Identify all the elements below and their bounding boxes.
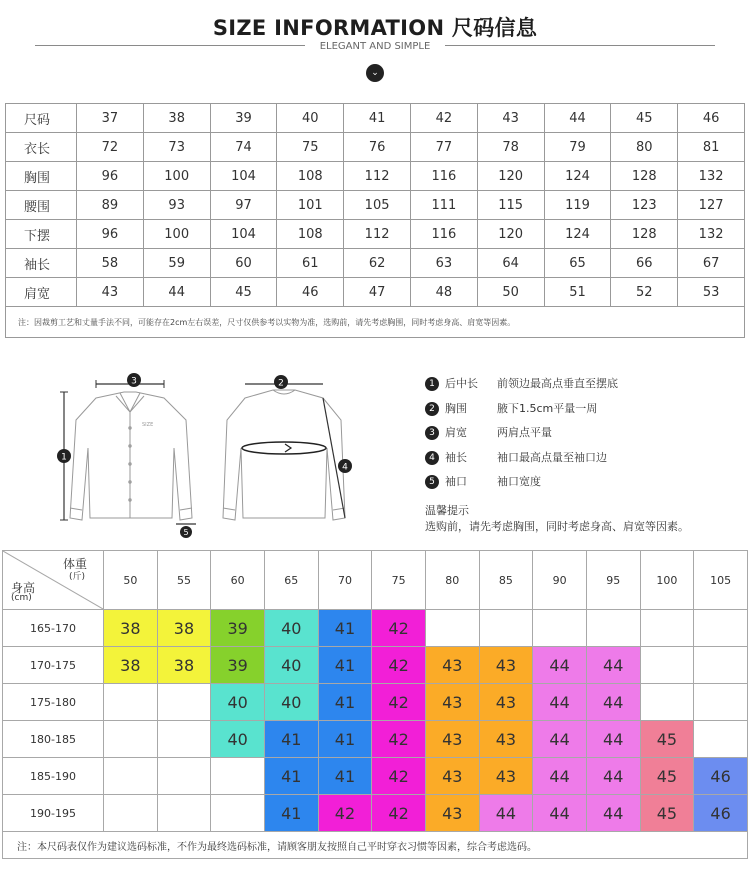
size-cell: 39 — [211, 647, 265, 684]
legend-number-icon: 2 — [425, 402, 439, 416]
table-cell: 67 — [678, 249, 745, 278]
size-cell: 45 — [640, 721, 694, 758]
table-row — [3, 684, 748, 721]
size-cell: 38 — [157, 610, 211, 647]
size-cell — [694, 684, 748, 721]
size-cell: 43 — [425, 721, 479, 758]
table-cell: 78 — [477, 133, 544, 162]
size-cell — [157, 684, 211, 721]
table-cell: 40 — [277, 104, 344, 133]
size-cell: 43 — [479, 758, 533, 795]
collar-tag: SIZE — [142, 422, 154, 428]
table-row — [3, 758, 748, 795]
size-cell: 46 — [694, 758, 748, 795]
row-label: 腰围 — [6, 191, 77, 220]
table-cell: 45 — [210, 278, 277, 307]
size-cell — [640, 684, 694, 721]
weight-header: 100 — [640, 551, 694, 610]
table-cell: 124 — [544, 220, 611, 249]
weight-unit: (斤) — [69, 572, 86, 582]
size-cell: 42 — [372, 684, 426, 721]
size-cell: 38 — [157, 647, 211, 684]
size-cell — [533, 610, 587, 647]
size-cell: 40 — [264, 647, 318, 684]
table-cell: 124 — [544, 162, 611, 191]
table-cell: 38 — [143, 104, 210, 133]
legend-item — [425, 450, 607, 466]
size-cell — [640, 610, 694, 647]
table-cell: 80 — [611, 133, 678, 162]
row-label: 肩宽 — [6, 278, 77, 307]
table-cell: 51 — [544, 278, 611, 307]
table-cell: 37 — [77, 104, 144, 133]
weight-header: 70 — [318, 551, 372, 610]
table-cell: 61 — [277, 249, 344, 278]
table-cell: 45 — [611, 104, 678, 133]
table-cell: 89 — [77, 191, 144, 220]
height-range: 165-170 — [3, 610, 104, 647]
table-corner-header — [3, 551, 104, 610]
size-cell: 41 — [264, 758, 318, 795]
table-cell: 120 — [477, 220, 544, 249]
size-cell: 38 — [104, 610, 158, 647]
weight-header: 80 — [425, 551, 479, 610]
weight-label: 体重 — [63, 557, 88, 571]
table-cell: 63 — [410, 249, 477, 278]
size-cell — [425, 610, 479, 647]
size-cell: 40 — [264, 684, 318, 721]
size-cell — [211, 758, 265, 795]
size-cell: 41 — [318, 758, 372, 795]
size-cell — [640, 647, 694, 684]
table-row — [3, 647, 748, 684]
weight-header: 90 — [533, 551, 587, 610]
svg-text:5: 5 — [183, 528, 189, 537]
table-row — [6, 104, 745, 133]
table-cell: 128 — [611, 220, 678, 249]
size-cell: 38 — [104, 647, 158, 684]
height-label: 身高 — [11, 581, 36, 595]
table-cell: 39 — [210, 104, 277, 133]
size-cell: 44 — [479, 795, 533, 832]
table-cell: 116 — [410, 220, 477, 249]
table-cell: 76 — [344, 133, 411, 162]
table-cell: 46 — [678, 104, 745, 133]
table-cell: 48 — [410, 278, 477, 307]
size-cell: 43 — [425, 758, 479, 795]
table-cell: 128 — [611, 162, 678, 191]
table-cell: 41 — [344, 104, 411, 133]
tips-title: 温馨提示 — [425, 504, 469, 517]
row-label: 尺码 — [6, 104, 77, 133]
size-cell: 44 — [533, 758, 587, 795]
legend-name: 肩宽 — [445, 426, 467, 439]
size-cell: 41 — [318, 610, 372, 647]
table-row — [3, 610, 748, 647]
size-cell: 43 — [479, 721, 533, 758]
legend-desc: 袖口最高点量至袖口边 — [497, 450, 607, 464]
size-cell: 42 — [372, 758, 426, 795]
table-cell: 77 — [410, 133, 477, 162]
size-cell — [211, 795, 265, 832]
size-cell — [104, 684, 158, 721]
table-cell: 132 — [678, 220, 745, 249]
size-table — [5, 103, 745, 338]
weight-header: 55 — [157, 551, 211, 610]
page-subtitle: ELEGANT AND SIMPLE — [319, 41, 431, 52]
size-cell: 44 — [533, 684, 587, 721]
svg-text:3: 3 — [131, 376, 137, 387]
size-cell: 41 — [264, 721, 318, 758]
table-row — [6, 278, 745, 307]
table-cell: 101 — [277, 191, 344, 220]
table-cell: 100 — [143, 220, 210, 249]
page-title: SIZE INFORMATION 尺码信息 — [212, 16, 538, 40]
table-cell: 112 — [344, 162, 411, 191]
legend-item — [425, 425, 552, 441]
size-cell: 40 — [211, 684, 265, 721]
table-cell: 105 — [344, 191, 411, 220]
table-cell: 62 — [344, 249, 411, 278]
table-cell: 81 — [678, 133, 745, 162]
table-cell: 96 — [77, 220, 144, 249]
table-cell: 50 — [477, 278, 544, 307]
row-label: 袖长 — [6, 249, 77, 278]
table-cell: 53 — [678, 278, 745, 307]
table-cell: 120 — [477, 162, 544, 191]
legend-item — [425, 401, 597, 417]
size-cell — [479, 610, 533, 647]
table-row — [6, 162, 745, 191]
legend-name: 袖口 — [445, 475, 467, 488]
size-cell: 44 — [586, 758, 640, 795]
table-cell: 58 — [77, 249, 144, 278]
shirt-back-diagram — [215, 368, 365, 538]
size-cell: 41 — [318, 684, 372, 721]
size-cell: 43 — [479, 684, 533, 721]
size-cell — [694, 610, 748, 647]
svg-text:2: 2 — [278, 378, 284, 389]
row-label: 下摆 — [6, 220, 77, 249]
table-cell: 66 — [611, 249, 678, 278]
table-row — [6, 249, 745, 278]
size-cell: 45 — [640, 758, 694, 795]
size-cell — [157, 721, 211, 758]
table-row — [6, 220, 745, 249]
table-cell: 104 — [210, 162, 277, 191]
size-cell — [104, 758, 158, 795]
table-cell: 123 — [611, 191, 678, 220]
table-cell: 47 — [344, 278, 411, 307]
weight-header: 105 — [694, 551, 748, 610]
height-range: 170-175 — [3, 647, 104, 684]
weight-header: 75 — [372, 551, 426, 610]
size-cell — [157, 795, 211, 832]
table-cell: 100 — [143, 162, 210, 191]
table-cell: 119 — [544, 191, 611, 220]
size-cell: 41 — [318, 647, 372, 684]
legend-number-icon: 5 — [425, 475, 439, 489]
table-row — [3, 721, 748, 758]
size-cell: 39 — [211, 610, 265, 647]
size-cell — [586, 610, 640, 647]
size-cell: 41 — [264, 795, 318, 832]
table-cell: 104 — [210, 220, 277, 249]
size-cell: 43 — [425, 795, 479, 832]
chevron-down-icon: ⌄ — [366, 64, 384, 82]
legend-desc: 腋下1.5cm平量一周 — [497, 401, 598, 415]
size-cell — [694, 721, 748, 758]
size-cell: 42 — [372, 647, 426, 684]
weight-header: 65 — [264, 551, 318, 610]
size-cell: 44 — [586, 684, 640, 721]
table-cell: 73 — [143, 133, 210, 162]
table-cell: 72 — [77, 133, 144, 162]
height-unit: (cm) — [11, 593, 32, 603]
size-cell: 41 — [318, 721, 372, 758]
row-label: 胸围 — [6, 162, 77, 191]
size-table-note: 注：因裁剪工艺和丈量手法不同，可能存在2cm左右误差，尺寸仅供参考以实物为准，选购前，请先考虑胸围，同时考虑身高、肩宽等因素。 — [6, 307, 745, 338]
table-cell: 43 — [77, 278, 144, 307]
legend-item — [425, 376, 618, 392]
size-cell: 45 — [640, 795, 694, 832]
table-cell: 74 — [210, 133, 277, 162]
weight-header: 60 — [211, 551, 265, 610]
size-cell: 44 — [533, 721, 587, 758]
weight-header: 50 — [104, 551, 158, 610]
size-cell: 42 — [372, 721, 426, 758]
svg-text:1: 1 — [61, 452, 67, 463]
table-cell: 43 — [477, 104, 544, 133]
table-cell: 96 — [77, 162, 144, 191]
table-cell: 97 — [210, 191, 277, 220]
table-cell: 127 — [678, 191, 745, 220]
recommend-table-note: 注：本尺码表仅作为建议选码标准，不作为最终选码标准，请顾客朋友按照自己平时穿衣习惯等因素，综合考虑选码。 — [3, 832, 748, 859]
size-cell: 44 — [586, 795, 640, 832]
table-cell: 65 — [544, 249, 611, 278]
table-cell: 46 — [277, 278, 344, 307]
table-cell: 112 — [344, 220, 411, 249]
row-label: 衣长 — [6, 133, 77, 162]
size-cell: 44 — [533, 795, 587, 832]
legend-item — [425, 474, 541, 490]
table-cell: 116 — [410, 162, 477, 191]
svg-text:4: 4 — [342, 462, 348, 473]
height-range: 175-180 — [3, 684, 104, 721]
size-cell — [104, 795, 158, 832]
table-cell: 108 — [277, 220, 344, 249]
size-recommend-table — [2, 550, 748, 859]
table-cell: 59 — [143, 249, 210, 278]
table-row — [6, 133, 745, 162]
table-row — [3, 795, 748, 832]
legend-name: 袖长 — [445, 450, 467, 464]
size-cell: 44 — [533, 647, 587, 684]
table-cell: 79 — [544, 133, 611, 162]
size-cell — [157, 758, 211, 795]
table-cell: 132 — [678, 162, 745, 191]
size-cell: 46 — [694, 795, 748, 832]
table-cell: 108 — [277, 162, 344, 191]
size-cell: 43 — [425, 647, 479, 684]
legend-desc: 袖口宽度 — [497, 475, 541, 488]
size-cell: 42 — [372, 795, 426, 832]
size-cell — [104, 721, 158, 758]
legend-number-icon: 1 — [425, 377, 439, 391]
table-cell: 44 — [143, 278, 210, 307]
legend-name: 胸围 — [445, 401, 467, 415]
size-cell — [694, 647, 748, 684]
table-cell: 93 — [143, 191, 210, 220]
table-cell: 52 — [611, 278, 678, 307]
weight-header: 95 — [586, 551, 640, 610]
legend-number-icon: 4 — [425, 451, 439, 465]
size-cell: 43 — [479, 647, 533, 684]
legend-number-icon: 3 — [425, 426, 439, 440]
size-cell: 42 — [372, 610, 426, 647]
size-cell: 44 — [586, 721, 640, 758]
table-cell: 75 — [277, 133, 344, 162]
size-cell: 40 — [264, 610, 318, 647]
table-cell: 115 — [477, 191, 544, 220]
table-row — [6, 191, 745, 220]
shirt-front-diagram — [50, 368, 210, 538]
tips-text: 选购前，请先考虑胸围，同时考虑身高、肩宽等因素。 — [425, 520, 689, 533]
size-cell: 40 — [211, 721, 265, 758]
table-cell: 64 — [477, 249, 544, 278]
height-range: 185-190 — [3, 758, 104, 795]
height-range: 190-195 — [3, 795, 104, 832]
size-cell: 42 — [318, 795, 372, 832]
table-cell: 60 — [210, 249, 277, 278]
size-cell: 44 — [586, 647, 640, 684]
weight-header: 85 — [479, 551, 533, 610]
size-cell: 43 — [425, 684, 479, 721]
legend-desc: 两肩点平量 — [497, 426, 552, 439]
table-cell: 111 — [410, 191, 477, 220]
table-cell: 44 — [544, 104, 611, 133]
height-range: 180-185 — [3, 721, 104, 758]
legend-desc: 前领边最高点垂直至摆底 — [497, 377, 618, 390]
legend-name: 后中长 — [445, 377, 478, 390]
table-cell: 42 — [410, 104, 477, 133]
